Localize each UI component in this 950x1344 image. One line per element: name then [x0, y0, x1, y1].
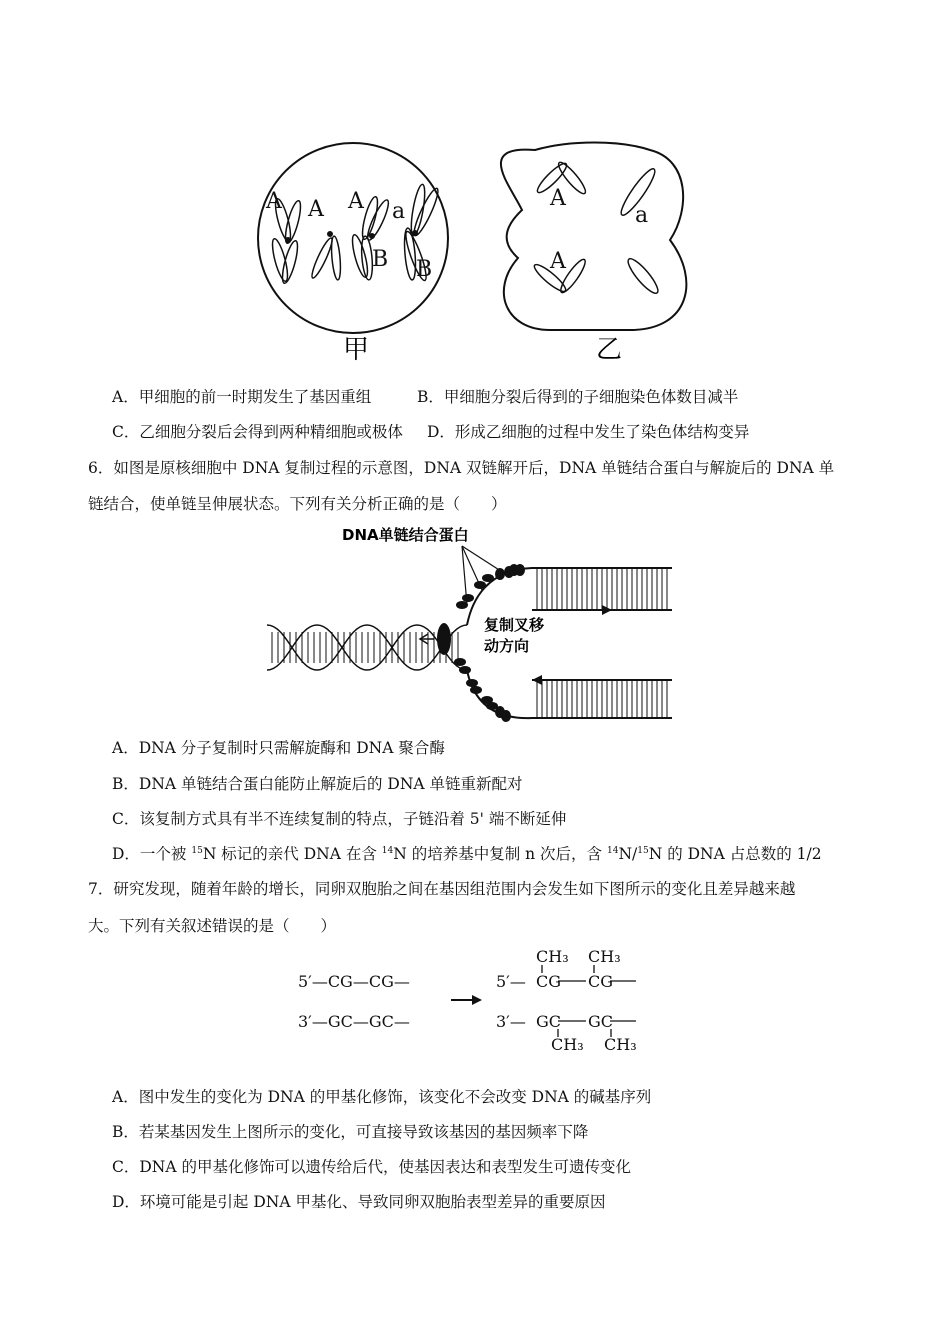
allele-label: a [635, 203, 649, 228]
allele-label: B [372, 247, 389, 272]
q6-option-d: D．一个被 $^{15}$N 标记的亲代 DNA 在含 $^{14}$N 的培养基中复制 n 次后，含 $^{14}$N/$^{15}$N 的 DNA 占总数的 1/2 [112, 845, 822, 863]
q7-option-c: C．DNA 的甲基化修饰可以遗传给后代，使基因表达和表型发生可遗传变化 [112, 1158, 631, 1176]
helicase [437, 623, 451, 655]
cell-yi [501, 143, 686, 331]
left-top-strand: 5′—CG—CG— [298, 972, 410, 991]
q7-stem-line1: 7．研究发现，随着年龄的增长，同卵双胞胎之间在基因组范围内会发生如下图所示的变化且差异越来越 [88, 880, 796, 898]
arrow [451, 995, 482, 1005]
allele-label: A [550, 249, 566, 274]
q6-stem-line1: 6．如图是原核细胞中 DNA 复制过程的示意图，DNA 双链解开后，DNA 单链结合蛋白与解旋后的 DNA 单 [88, 459, 835, 477]
q5-option-d: D．形成乙细胞的过程中发生了染色体结构变异 [427, 423, 750, 441]
q7-option-d: D．环境可能是引起 DNA 甲基化、导致同卵双胞胎表型差异的重要原因 [112, 1193, 606, 1211]
fork-label-2: 动方向 [484, 637, 530, 655]
allele-label: B [416, 257, 433, 282]
allele-label: A [550, 186, 566, 211]
q6-stem-line2: 链结合，使单链呈伸展状态。下列有关分析正确的是（ ） [88, 495, 507, 513]
right-bottom-prefix: 3′— [496, 1012, 526, 1031]
allele-label: A [348, 189, 364, 214]
dna-methylation-figure [296, 945, 656, 1060]
q6-option-b: B．DNA 单链结合蛋白能防止解旋后的 DNA 单链重新配对 [112, 775, 523, 793]
q7-stem-line2: 大。下列有关叙述错误的是（ ） [88, 917, 337, 935]
q5-option-b: B．甲细胞分裂后得到的子细胞染色体数目减半 [417, 388, 739, 406]
protein-label: DNA单链结合蛋白 [342, 526, 469, 544]
q6-option-a: A．DNA 分子复制时只需解旋酶和 DNA 聚合酶 [112, 739, 445, 757]
base-pair: GC [588, 1012, 614, 1031]
q6-option-c: C．该复制方式具有半不连续复制的特点，子链沿着 5' 端不断延伸 [112, 810, 567, 828]
methyl-group: CH₃ [588, 947, 621, 966]
q5-option-a: A．甲细胞的前一时期发生了基因重组 [112, 388, 372, 406]
cell-jia-caption: 甲 [343, 335, 370, 365]
allele-label: a [392, 199, 406, 224]
cell-yi-labels [549, 186, 648, 274]
ladder-top [537, 568, 667, 610]
left-bottom-strand: 3′—GC—GC— [298, 1012, 410, 1031]
methyl-group: CH₃ [604, 1035, 637, 1054]
fork-label-1: 复制叉移 [484, 616, 545, 634]
cell-division-figure [250, 130, 710, 370]
double-helix [267, 625, 467, 670]
q5-option-c: C．乙细胞分裂后会得到两种精细胞或极体 [112, 423, 403, 441]
cell-jia [258, 143, 448, 333]
methyl-group: CH₃ [536, 947, 569, 966]
base-pair: GC [536, 1012, 562, 1031]
cell-yi-caption: 乙 [596, 335, 623, 365]
allele-label: A [308, 197, 324, 222]
right-top-prefix: 5′— [496, 972, 526, 991]
q7-option-b: B．若某基因发生上图所示的变化，可直接导致该基因的基因频率下降 [112, 1123, 589, 1141]
base-pair: CG [588, 972, 614, 991]
allele-label: A [266, 189, 282, 214]
q7-option-a: A．图中发生的变化为 DNA 的甲基化修饰，该变化不会改变 DNA 的碱基序列 [112, 1088, 652, 1106]
dna-replication-figure [262, 520, 682, 730]
methyl-group: CH₃ [551, 1035, 584, 1054]
base-pair: CG [536, 972, 562, 991]
ladder-bottom [537, 680, 667, 718]
